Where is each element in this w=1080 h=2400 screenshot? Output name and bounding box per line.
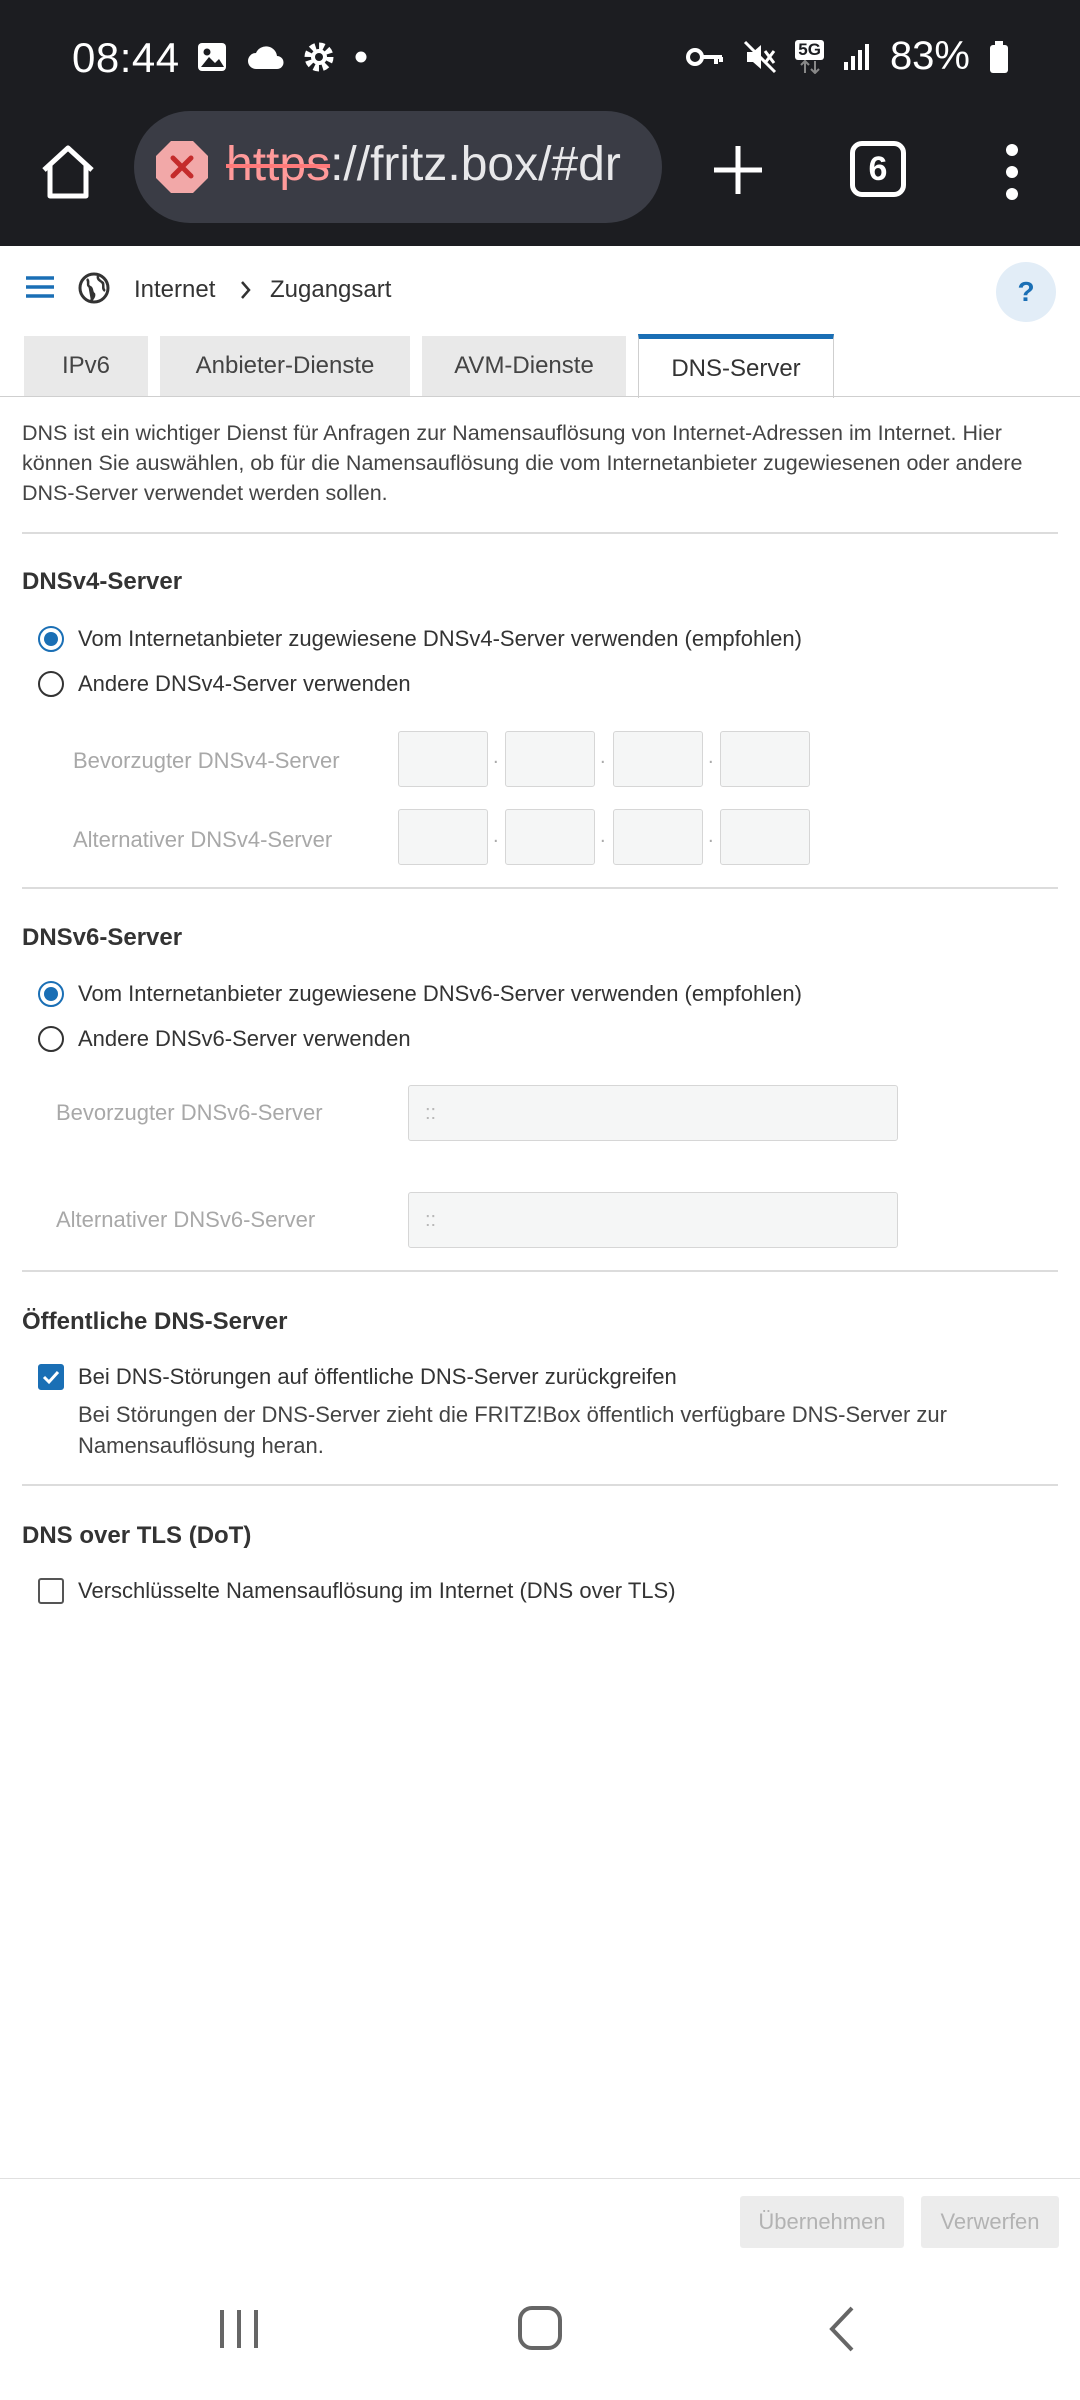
dnsv4-other-radio[interactable]: [38, 671, 64, 697]
breadcrumb-internet[interactable]: Internet: [134, 276, 216, 303]
octet-separator: .: [600, 746, 606, 768]
dnsv6-alternative-label: Alternativer DNSv6-Server: [56, 1207, 316, 1232]
app-header: [0, 246, 1080, 330]
mute-icon: [743, 40, 777, 74]
public-dns-checkbox[interactable]: [38, 1364, 64, 1390]
dnsv4-preferred-octet-3[interactable]: [613, 731, 703, 787]
dnsv4-title: DNSv4-Server: [22, 568, 183, 595]
dot-option[interactable]: [38, 1578, 676, 1604]
gear-icon: [302, 40, 336, 74]
breadcrumb-zugangsart[interactable]: Zugangsart: [270, 276, 392, 303]
dnsv6-provider-option[interactable]: [38, 981, 802, 1007]
dnsv4-provider-option[interactable]: [38, 626, 802, 652]
tab-dns-server[interactable]: DNS-Server: [638, 334, 834, 398]
apply-button[interactable]: Übernehmen: [740, 2196, 904, 2248]
recent-apps-icon[interactable]: [216, 2306, 262, 2352]
dnsv4-other-option[interactable]: [38, 671, 411, 697]
network-label: 5G: [795, 40, 824, 60]
public-dns-option[interactable]: [38, 1364, 677, 1390]
battery-icon: [988, 40, 1010, 74]
system-navigation-bar: [0, 2270, 1080, 2400]
dnsv4-preferred-octet-4[interactable]: [720, 731, 810, 787]
insecure-warning-icon[interactable]: [154, 139, 210, 195]
dnsv4-alternative-octet-1[interactable]: [398, 809, 488, 865]
tab-divider: [0, 396, 1080, 397]
notification-icons: [196, 40, 368, 74]
dnsv4-preferred-label: Bevorzugter DNSv4-Server: [73, 748, 340, 773]
dnsv6-other-radio[interactable]: [38, 1026, 64, 1052]
dnsv4-alternative-octet-4[interactable]: [720, 809, 810, 865]
octet-separator: .: [708, 746, 714, 768]
dnsv4-alternative-label: Alternativer DNSv4-Server: [73, 827, 333, 852]
dnsv4-preferred-octet-1[interactable]: [398, 731, 488, 787]
dnsv4-alternative-octet-2[interactable]: [505, 809, 595, 865]
home-icon[interactable]: [36, 140, 100, 204]
tab-avm-dienste[interactable]: AVM-Dienste: [422, 336, 626, 396]
public-dns-title: Öffentliche DNS-Server: [22, 1308, 288, 1335]
home-nav-icon[interactable]: [516, 2304, 564, 2352]
url-rest: ://fritz.box/#dr: [330, 138, 621, 191]
tab-anbieter-dienste[interactable]: Anbieter-Dienste: [160, 336, 410, 396]
url-scheme: https: [226, 138, 331, 191]
dnsv6-provider-label[interactable]: Vom Internetanbieter zugewiesene DNSv6-Server verwenden (empfohlen): [78, 981, 802, 1006]
image-icon: [196, 41, 228, 73]
battery-percent: 83%: [889, 34, 970, 78]
tab-bar: [0, 334, 1080, 398]
network-5g-icon: [795, 40, 824, 74]
signal-icon: [842, 42, 872, 72]
intro-text: DNS ist ein wichtiger Dienst für Anfragen zur Namensauflösung von Internet-Adressen im Internet. Hier können Sie auswählen, ob für die Namensauflösung die vom Internetanbieter zugewiesenen oder andere DNS-Server verwendet werden sollen.: [22, 421, 1023, 505]
dnsv6-title: DNSv6-Server: [22, 924, 183, 951]
chevron-right-icon: [238, 278, 254, 302]
discard-button[interactable]: Verwerfen: [921, 2196, 1059, 2248]
footer-divider: [0, 2178, 1080, 2179]
dnsv6-other-label[interactable]: Andere DNSv6-Server verwenden: [78, 1026, 411, 1051]
section-divider: [22, 1270, 1058, 1272]
dnsv4-alternative-octet-3[interactable]: [613, 809, 703, 865]
more-menu-icon[interactable]: [1004, 142, 1020, 202]
checkmark-icon: [40, 1366, 62, 1388]
tab-ipv6[interactable]: IPv6: [24, 336, 148, 396]
browser-toolbar: [0, 118, 1080, 246]
menu-icon[interactable]: [26, 276, 54, 298]
dnsv4-provider-radio[interactable]: [38, 626, 64, 652]
url-text[interactable]: [226, 137, 621, 192]
globe-icon: [78, 272, 110, 304]
cloud-icon: [246, 43, 284, 71]
url-bar[interactable]: [134, 111, 662, 223]
dot-title: DNS over TLS (DoT): [22, 1522, 252, 1549]
octet-separator: .: [600, 825, 606, 847]
back-icon[interactable]: [824, 2304, 858, 2354]
section-divider: [22, 532, 1058, 534]
public-dns-label[interactable]: Bei DNS-Störungen auf öffentliche DNS-Server zurückgreifen: [78, 1364, 677, 1389]
system-indicators: [685, 34, 1010, 79]
section-divider: [22, 887, 1058, 889]
octet-separator: .: [493, 746, 499, 768]
dnsv6-preferred-label: Bevorzugter DNSv6-Server: [56, 1100, 323, 1125]
help-button[interactable]: ?: [996, 262, 1056, 322]
vpn-key-icon: [685, 45, 725, 69]
dnsv6-preferred-input[interactable]: ::: [408, 1085, 898, 1141]
tab-switcher-button[interactable]: 6: [850, 141, 906, 197]
new-tab-icon[interactable]: [710, 142, 766, 198]
dnsv6-alternative-input[interactable]: ::: [408, 1192, 898, 1248]
dnsv4-preferred-octet-2[interactable]: [505, 731, 595, 787]
dot-icon: [354, 50, 368, 64]
dot-checkbox[interactable]: [38, 1578, 64, 1604]
dnsv6-other-option[interactable]: [38, 1026, 411, 1052]
dnsv6-provider-radio[interactable]: [38, 981, 64, 1007]
dnsv4-other-label[interactable]: Andere DNSv4-Server verwenden: [78, 671, 411, 696]
clock: 08:44: [72, 34, 180, 81]
octet-separator: .: [493, 825, 499, 847]
status-bar: [0, 0, 1080, 118]
dot-label[interactable]: Verschlüsselte Namensauflösung im Internet (DNS over TLS): [78, 1578, 676, 1603]
dnsv4-provider-label[interactable]: Vom Internetanbieter zugewiesene DNSv4-Server verwenden (empfohlen): [78, 626, 802, 651]
section-divider: [22, 1484, 1058, 1486]
public-dns-description: Bei Störungen der DNS-Server zieht die FRITZ!Box öffentlich verfügbare DNS-Server zur Namensauflösung heran.: [78, 1402, 947, 1458]
octet-separator: .: [708, 825, 714, 847]
